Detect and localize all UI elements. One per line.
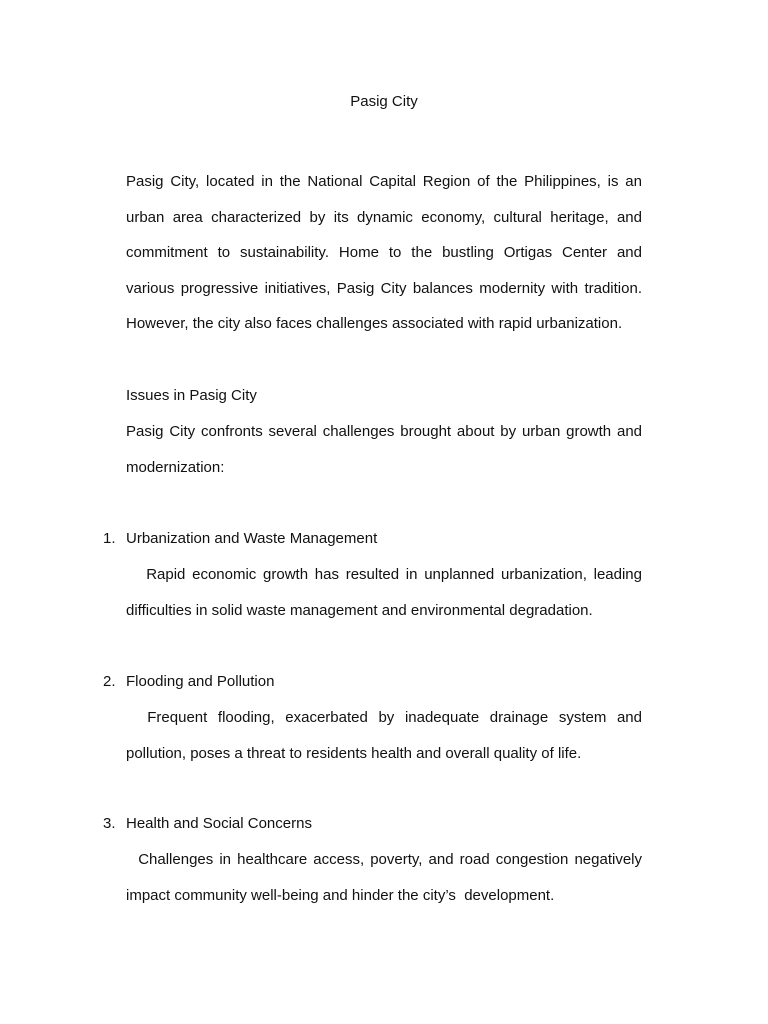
list-item-body: Rapid economic growth has resulted in unplanned urbanization, leading difficulties in solid waste management and environmental degradation. (126, 566, 647, 619)
issues-heading: Issues in Pasig City (126, 387, 257, 404)
issues-intro-paragraph: Pasig City confronts several challenges brought about by urban growth and modernization: (126, 423, 642, 476)
list-item-body: Frequent flooding, exacerbated by inadequate drainage system and pollution, poses a threat to residents health and overall quality of life. (126, 709, 647, 762)
intro-paragraph: Pasig City, located in the National Capital Region of the Philippines, is an urban area characterized by its dynamic economy, cultural heritage, and commitment to sustainability. Home to the bustling Ortigas Center and various progressive initiatives, Pasig City balances modernity with tradition. However, the city also faces challenges associated with rapid urbanization. (126, 173, 642, 333)
list-item-number: 1. (103, 530, 116, 547)
list-item-number: 3. (103, 815, 116, 832)
list-item-title: Flooding and Pollution (126, 673, 275, 690)
list-item-body: Challenges in healthcare access, poverty, and road congestion negatively impact community well-being and hinder the city’s development. (126, 851, 647, 904)
document-title: Pasig City (350, 93, 418, 110)
list-item-number: 2. (103, 673, 116, 690)
list-item-title: Health and Social Concerns (126, 815, 312, 832)
list-item-title: Urbanization and Waste Management (126, 530, 378, 547)
